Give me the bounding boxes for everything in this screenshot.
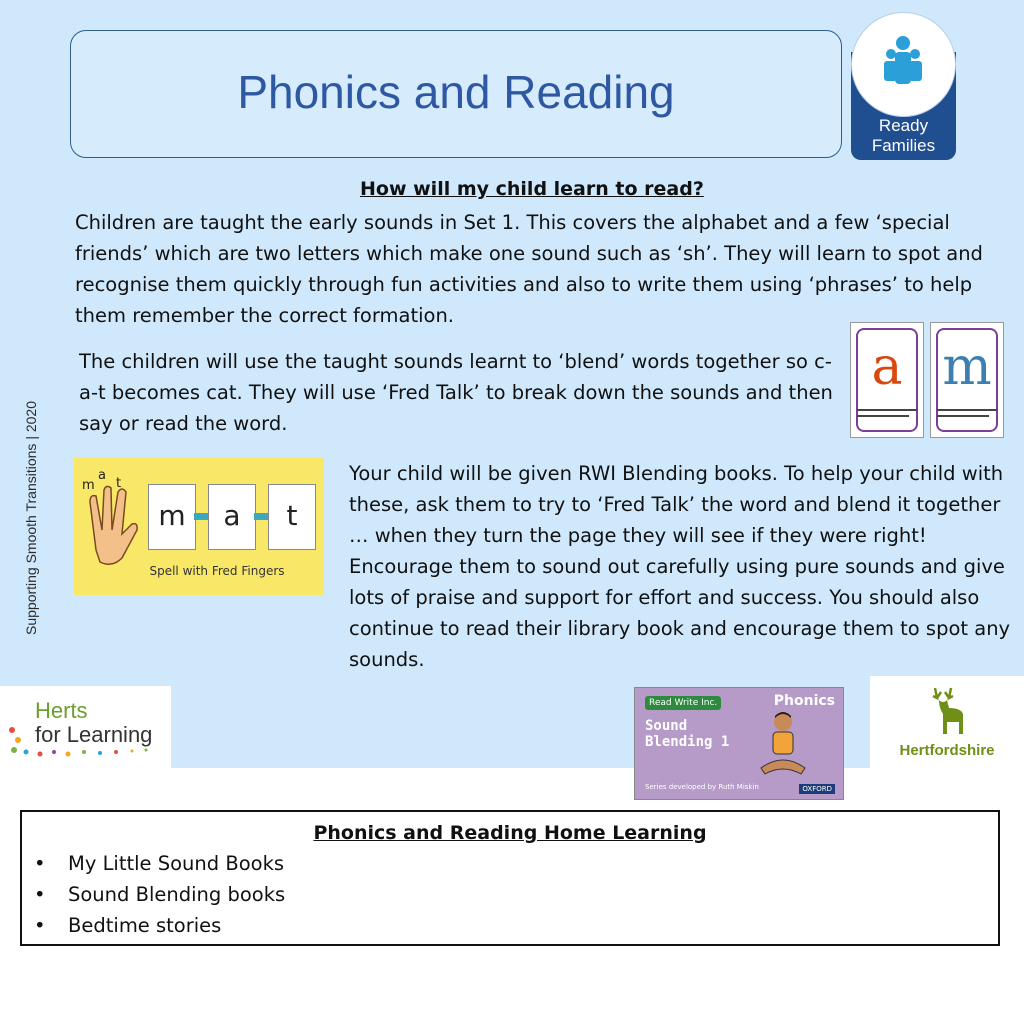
book-title-line-2: Blending 1 (645, 734, 730, 750)
intro-heading: How will my child learn to read? (360, 178, 704, 200)
herts-line-2: for Learning (35, 722, 153, 747)
flashcard-letter: m (942, 337, 992, 397)
hand-icon (82, 480, 142, 570)
hertfordshire-label: Hertfordshire (899, 742, 995, 759)
list-item (30, 910, 285, 941)
ready-families-logo (851, 12, 956, 160)
letter-tile-t: t (268, 484, 316, 550)
bullet-icon: • (34, 914, 46, 937)
flashcards-image (850, 322, 1004, 438)
page-title: Phonics and Reading (237, 66, 675, 118)
herts-for-learning-logo (0, 686, 171, 768)
list-item-text: My Little Sound Books (68, 852, 285, 875)
finger-letter-t: t (116, 476, 122, 491)
home-learning-heading: Phonics and Reading Home Learning (313, 822, 707, 844)
title-box (70, 30, 842, 158)
logo-circle (851, 12, 956, 117)
flashcard-m (930, 322, 1004, 438)
list-item-text: Bedtime stories (68, 914, 222, 937)
intro-paragraph: Children are taught the early sounds in Set 1. This covers the alphabet and a few ‘special friends’ which are two letters which make one sound such as ‘sh’. They will learn to spot and recognise them quickly through fun activities and also to write them using ‘phrases’ to help them remember the correct formation. (75, 211, 983, 327)
book-byline: Series developed by Ruth Miskin (645, 783, 759, 791)
book-title (645, 718, 729, 750)
letter-tile-a: a (208, 484, 256, 550)
finger-letter-m: m (82, 478, 95, 493)
publisher-badge: OXFORD (799, 784, 835, 794)
list-item-text: Sound Blending books (68, 883, 286, 906)
home-learning-list (30, 848, 285, 941)
home-learning-box (20, 810, 1000, 946)
book-series: Phonics (773, 693, 835, 709)
rwi-badge: Read Write Inc. (645, 696, 721, 710)
flashcard-a (850, 322, 924, 438)
finger-letter-a: a (98, 468, 106, 483)
list-item (30, 879, 285, 910)
fred-fingers-caption: Spell with Fred Fingers (149, 564, 285, 578)
herts-line-1: Herts (35, 698, 88, 723)
family-icon (852, 13, 955, 116)
reading-child-icon (753, 708, 813, 778)
books-paragraph: Your child will be given RWI Blending books. To help your child with these, ask them to try to ‘Fred Talk’ the word and blend it together … when they turn the page they will see if they were right! Encourage them to sound out carefully using pure sounds and give lots of praise and support for effort and success. You should also continue to read their library book and encourage them to spot any sounds. (349, 462, 1011, 671)
list-item (30, 848, 285, 879)
book-title-line-1: Sound (645, 718, 688, 734)
hertfordshire-logo (870, 676, 1024, 768)
letter-tile-m: m (148, 484, 196, 550)
hart-deer-icon (917, 682, 977, 742)
blending-paragraph: The children will use the taught sounds learnt to ‘blend’ words together so c-a-t becomes cat. They will use ‘Fred Talk’ to break down the sounds and then say or read the word. (79, 350, 833, 435)
bullet-icon: • (34, 883, 46, 906)
bullet-icon: • (34, 852, 46, 875)
side-caption: Supporting Smooth Transitions | 2020 (23, 400, 39, 636)
logo-line-2: Families (871, 136, 936, 155)
flashcard-letter: a (871, 337, 903, 397)
sound-blending-book-cover (634, 687, 844, 800)
fred-fingers-image (74, 458, 324, 595)
logo-text (851, 116, 956, 156)
logo-line-1: Ready (878, 116, 929, 135)
